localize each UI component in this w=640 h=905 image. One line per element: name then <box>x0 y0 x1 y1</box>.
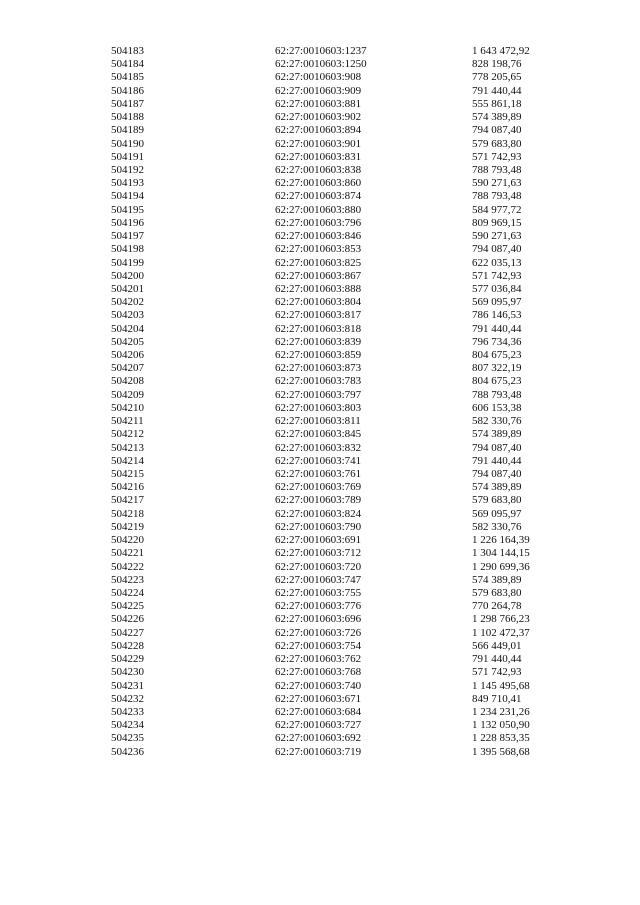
value-cell: 571 742,93 <box>472 150 522 163</box>
record-id-cell: 504184 <box>111 58 144 71</box>
value-cell: 571 742,93 <box>472 666 522 679</box>
value-cell: 804 675,23 <box>472 375 522 388</box>
table-row <box>0 627 640 640</box>
record-id-cell: 504202 <box>111 296 144 309</box>
table-row <box>0 521 640 534</box>
table-row <box>0 124 640 137</box>
cadastral-number-cell: 62:27:0010603:684 <box>275 705 362 718</box>
record-id-cell: 504234 <box>111 719 144 732</box>
table-row <box>0 217 640 230</box>
record-id-cell: 504215 <box>111 468 144 480</box>
record-id-cell: 504208 <box>111 375 144 388</box>
table-row <box>0 177 640 190</box>
record-id-cell: 504216 <box>111 481 144 494</box>
value-cell: 788 793,48 <box>472 163 522 176</box>
cadastral-number-cell: 62:27:0010603:755 <box>275 586 362 599</box>
record-id-cell: 504193 <box>111 177 144 190</box>
cadastral-number-cell: 62:27:0010603:874 <box>275 190 362 203</box>
record-id-cell: 504225 <box>111 600 144 613</box>
record-id-cell: 504211 <box>111 415 144 428</box>
table-row <box>0 587 640 600</box>
value-cell: 582 330,76 <box>472 415 522 428</box>
value-cell: 1 145 495,68 <box>472 679 530 692</box>
record-id-cell: 504236 <box>111 745 144 758</box>
value-cell: 1 643 472,92 <box>472 45 530 57</box>
cadastral-number-cell: 62:27:0010603:1250 <box>275 58 367 71</box>
cadastral-number-cell: 62:27:0010603:838 <box>275 163 362 176</box>
cadastral-number-cell: 62:27:0010603:839 <box>275 335 362 348</box>
cadastral-number-cell: 62:27:0010603:873 <box>275 362 362 375</box>
value-cell: 794 087,40 <box>472 468 522 480</box>
cadastral-number-cell: 62:27:0010603:720 <box>275 560 362 573</box>
cadastral-number-cell: 62:27:0010603:719 <box>275 745 362 758</box>
cadastral-number-cell: 62:27:0010603:825 <box>275 256 362 269</box>
cadastral-number-cell: 62:27:0010603:776 <box>275 600 362 613</box>
record-id-cell: 504229 <box>111 653 144 666</box>
record-id-cell: 504188 <box>111 111 144 124</box>
cadastral-number-cell: 62:27:0010603:860 <box>275 177 362 190</box>
table-row <box>0 296 640 309</box>
record-id-cell: 504203 <box>111 309 144 322</box>
value-cell: 788 793,48 <box>472 190 522 203</box>
cadastral-number-cell: 62:27:0010603:696 <box>275 613 362 626</box>
cadastral-number-cell: 62:27:0010603:1237 <box>275 45 367 57</box>
cadastral-number-cell: 62:27:0010603:881 <box>275 97 362 110</box>
table-row <box>0 693 640 706</box>
value-cell: 577 036,84 <box>472 282 522 295</box>
record-id-cell: 504209 <box>111 388 144 401</box>
table-row <box>0 138 640 151</box>
cadastral-number-cell: 62:27:0010603:692 <box>275 732 362 745</box>
table-row <box>0 230 640 243</box>
value-cell: 579 683,80 <box>472 586 522 599</box>
record-id-cell: 504231 <box>111 679 144 692</box>
value-cell: 791 440,44 <box>472 84 522 97</box>
value-cell: 1 132 050,90 <box>472 719 530 732</box>
table-row <box>0 428 640 441</box>
table-row <box>0 481 640 494</box>
value-cell: 571 742,93 <box>472 269 522 282</box>
table-row <box>0 534 640 547</box>
cadastral-number-cell: 62:27:0010603:761 <box>275 468 362 480</box>
table-row <box>0 98 640 111</box>
table-row <box>0 666 640 679</box>
table-row <box>0 58 640 71</box>
value-cell: 791 440,44 <box>472 653 522 666</box>
cadastral-number-cell: 62:27:0010603:867 <box>275 269 362 282</box>
table-row <box>0 151 640 164</box>
cadastral-number-cell: 62:27:0010603:740 <box>275 679 362 692</box>
record-id-cell: 504207 <box>111 362 144 375</box>
record-id-cell: 504198 <box>111 243 144 256</box>
table-row <box>0 455 640 468</box>
table-row <box>0 190 640 203</box>
record-id-cell: 504205 <box>111 335 144 348</box>
cadastral-number-cell: 62:27:0010603:894 <box>275 124 362 137</box>
table-row <box>0 561 640 574</box>
table-row <box>0 442 640 455</box>
cadastral-number-cell: 62:27:0010603:817 <box>275 309 362 322</box>
table-row <box>0 85 640 98</box>
record-id-cell: 504192 <box>111 163 144 176</box>
value-cell: 804 675,23 <box>472 349 522 362</box>
value-cell: 574 389,89 <box>472 111 522 124</box>
table-row <box>0 653 640 666</box>
cadastral-number-cell: 62:27:0010603:796 <box>275 216 362 229</box>
cadastral-number-cell: 62:27:0010603:789 <box>275 494 362 507</box>
value-cell: 566 449,01 <box>472 639 522 652</box>
table-row <box>0 746 640 759</box>
cadastral-number-cell: 62:27:0010603:727 <box>275 719 362 732</box>
record-id-cell: 504210 <box>111 401 144 414</box>
table-row <box>0 323 640 336</box>
record-id-cell: 504194 <box>111 190 144 203</box>
table-row <box>0 283 640 296</box>
cadastral-number-cell: 62:27:0010603:859 <box>275 349 362 362</box>
record-id-cell: 504223 <box>111 573 144 586</box>
table-row <box>0 111 640 124</box>
value-cell: 569 095,97 <box>472 296 522 309</box>
table-row <box>0 257 640 270</box>
cadastral-number-cell: 62:27:0010603:769 <box>275 481 362 494</box>
table-row <box>0 719 640 732</box>
value-cell: 622 035,13 <box>472 256 522 269</box>
table-row <box>0 71 640 84</box>
value-cell: 574 389,89 <box>472 428 522 441</box>
cadastral-number-cell: 62:27:0010603:804 <box>275 296 362 309</box>
cadastral-number-cell: 62:27:0010603:671 <box>275 692 362 705</box>
cadastral-number-cell: 62:27:0010603:797 <box>275 388 362 401</box>
record-id-cell: 504217 <box>111 494 144 507</box>
table-row <box>0 600 640 613</box>
record-id-cell: 504196 <box>111 216 144 229</box>
record-id-cell: 504189 <box>111 124 144 137</box>
cadastral-number-cell: 62:27:0010603:754 <box>275 639 362 652</box>
record-id-cell: 504199 <box>111 256 144 269</box>
table-row <box>0 375 640 388</box>
cadastral-number-cell: 62:27:0010603:909 <box>275 84 362 97</box>
table-row <box>0 362 640 375</box>
record-id-cell: 504222 <box>111 560 144 573</box>
data-table <box>0 45 640 759</box>
record-id-cell: 504235 <box>111 732 144 745</box>
value-cell: 828 198,76 <box>472 58 522 71</box>
value-cell: 778 205,65 <box>472 71 522 84</box>
table-row <box>0 309 640 322</box>
record-id-cell: 504220 <box>111 534 144 547</box>
table-row <box>0 680 640 693</box>
value-cell: 791 440,44 <box>472 322 522 335</box>
value-cell: 796 734,36 <box>472 335 522 348</box>
table-row <box>0 640 640 653</box>
table-row <box>0 706 640 719</box>
record-id-cell: 504221 <box>111 547 144 560</box>
value-cell: 590 271,63 <box>472 230 522 243</box>
value-cell: 574 389,89 <box>472 573 522 586</box>
record-id-cell: 504190 <box>111 137 144 150</box>
table-row <box>0 415 640 428</box>
record-id-cell: 504227 <box>111 626 144 639</box>
record-id-cell: 504233 <box>111 705 144 718</box>
cadastral-number-cell: 62:27:0010603:888 <box>275 282 362 295</box>
record-id-cell: 504186 <box>111 84 144 97</box>
record-id-cell: 504230 <box>111 666 144 679</box>
record-id-cell: 504214 <box>111 454 144 467</box>
record-id-cell: 504201 <box>111 282 144 295</box>
table-row <box>0 336 640 349</box>
value-cell: 579 683,80 <box>472 137 522 150</box>
record-id-cell: 504213 <box>111 441 144 454</box>
record-id-cell: 504212 <box>111 428 144 441</box>
value-cell: 791 440,44 <box>472 454 522 467</box>
value-cell: 584 977,72 <box>472 203 522 216</box>
table-row <box>0 547 640 560</box>
table-row <box>0 243 640 256</box>
value-cell: 1 102 472,37 <box>472 626 530 639</box>
cadastral-number-cell: 62:27:0010603:790 <box>275 520 362 533</box>
value-cell: 1 395 568,68 <box>472 745 530 758</box>
value-cell: 1 290 699,36 <box>472 560 530 573</box>
value-cell: 1 228 853,35 <box>472 732 530 745</box>
value-cell: 786 146,53 <box>472 309 522 322</box>
cadastral-number-cell: 62:27:0010603:811 <box>275 415 361 428</box>
cadastral-number-cell: 62:27:0010603:726 <box>275 626 362 639</box>
cadastral-number-cell: 62:27:0010603:901 <box>275 137 362 150</box>
record-id-cell: 504195 <box>111 203 144 216</box>
value-cell: 1 234 231,26 <box>472 705 530 718</box>
table-row <box>0 402 640 415</box>
record-id-cell: 504197 <box>111 230 144 243</box>
value-cell: 1 298 766,23 <box>472 613 530 626</box>
table-row <box>0 389 640 402</box>
cadastral-number-cell: 62:27:0010603:832 <box>275 441 362 454</box>
record-id-cell: 504232 <box>111 692 144 705</box>
value-cell: 579 683,80 <box>472 494 522 507</box>
cadastral-number-cell: 62:27:0010603:741 <box>275 454 362 467</box>
cadastral-number-cell: 62:27:0010603:846 <box>275 230 362 243</box>
record-id-cell: 504218 <box>111 507 144 520</box>
value-cell: 770 264,78 <box>472 600 522 613</box>
record-id-cell: 504219 <box>111 520 144 533</box>
record-id-cell: 504185 <box>111 71 144 84</box>
record-id-cell: 504200 <box>111 269 144 282</box>
value-cell: 574 389,89 <box>472 481 522 494</box>
cadastral-number-cell: 62:27:0010603:845 <box>275 428 362 441</box>
table-row <box>0 349 640 362</box>
table-row <box>0 45 640 58</box>
record-id-cell: 504206 <box>111 349 144 362</box>
value-cell: 555 861,18 <box>472 97 522 110</box>
value-cell: 569 095,97 <box>472 507 522 520</box>
value-cell: 606 153,38 <box>472 401 522 414</box>
cadastral-number-cell: 62:27:0010603:880 <box>275 203 362 216</box>
record-id-cell: 504187 <box>111 97 144 110</box>
cadastral-number-cell: 62:27:0010603:768 <box>275 666 362 679</box>
cadastral-number-cell: 62:27:0010603:902 <box>275 111 362 124</box>
cadastral-number-cell: 62:27:0010603:747 <box>275 573 362 586</box>
value-cell: 794 087,40 <box>472 124 522 137</box>
cadastral-number-cell: 62:27:0010603:824 <box>275 507 362 520</box>
record-id-cell: 504224 <box>111 586 144 599</box>
cadastral-number-cell: 62:27:0010603:803 <box>275 401 362 414</box>
value-cell: 590 271,63 <box>472 177 522 190</box>
record-id-cell: 504191 <box>111 150 144 163</box>
table-row <box>0 494 640 507</box>
cadastral-number-cell: 62:27:0010603:818 <box>275 322 362 335</box>
value-cell: 807 322,19 <box>472 362 522 375</box>
table-row <box>0 468 640 481</box>
value-cell: 1 226 164,39 <box>472 534 530 547</box>
value-cell: 788 793,48 <box>472 388 522 401</box>
cadastral-number-cell: 62:27:0010603:712 <box>275 547 362 560</box>
table-row <box>0 613 640 626</box>
cadastral-number-cell: 62:27:0010603:691 <box>275 534 362 547</box>
table-row <box>0 270 640 283</box>
value-cell: 849 710,41 <box>472 692 522 705</box>
value-cell: 794 087,40 <box>472 441 522 454</box>
record-id-cell: 504226 <box>111 613 144 626</box>
record-id-cell: 504228 <box>111 639 144 652</box>
cadastral-number-cell: 62:27:0010603:908 <box>275 71 362 84</box>
table-row <box>0 508 640 521</box>
table-row <box>0 732 640 745</box>
record-id-cell: 504183 <box>111 45 144 57</box>
value-cell: 809 969,15 <box>472 216 522 229</box>
cadastral-number-cell: 62:27:0010603:762 <box>275 653 362 666</box>
cadastral-number-cell: 62:27:0010603:831 <box>275 150 362 163</box>
record-id-cell: 504204 <box>111 322 144 335</box>
cadastral-number-cell: 62:27:0010603:783 <box>275 375 362 388</box>
value-cell: 582 330,76 <box>472 520 522 533</box>
value-cell: 1 304 144,15 <box>472 547 530 560</box>
table-row <box>0 164 640 177</box>
table-row <box>0 574 640 587</box>
table-row <box>0 204 640 217</box>
cadastral-number-cell: 62:27:0010603:853 <box>275 243 362 256</box>
value-cell: 794 087,40 <box>472 243 522 256</box>
